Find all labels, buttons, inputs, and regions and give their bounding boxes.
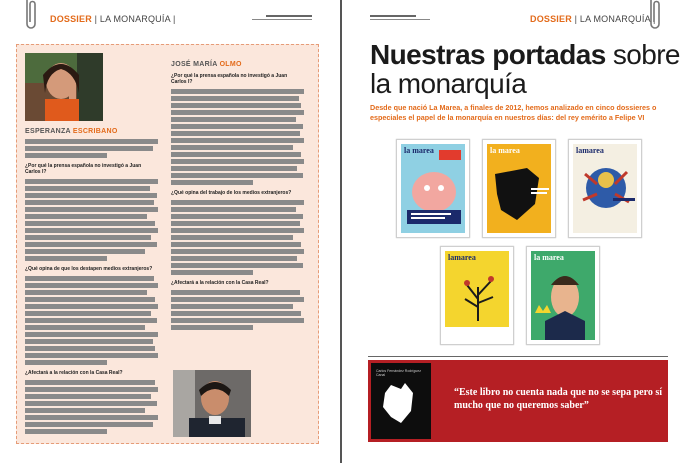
text-line bbox=[25, 311, 151, 316]
text-line bbox=[171, 138, 304, 143]
magazine-cover[interactable] bbox=[526, 246, 600, 345]
text-line bbox=[171, 207, 296, 212]
text-line bbox=[25, 339, 153, 344]
text-line bbox=[171, 152, 301, 157]
right-page-header bbox=[530, 14, 656, 24]
text-line bbox=[171, 290, 300, 295]
cover-art bbox=[531, 251, 595, 340]
cover-logo: la marea bbox=[404, 146, 434, 155]
text-line bbox=[171, 145, 293, 150]
text-line bbox=[25, 228, 158, 233]
text-line bbox=[25, 360, 107, 365]
cover-art bbox=[573, 144, 637, 233]
column-body bbox=[25, 135, 158, 434]
text-line bbox=[25, 146, 153, 151]
text-line bbox=[171, 297, 304, 302]
text-line bbox=[171, 110, 304, 115]
section-divider bbox=[368, 356, 668, 357]
lead-paragraph: Desde que nació La Marea, a finales de 2012, hemos analizado en cinco dossieres o especiales el papel de la monarquía en nuestros días: del rey emérito a Felipe VI bbox=[370, 103, 657, 122]
book-cover-title: Carlos Fernández Rodríguez Canal bbox=[376, 369, 421, 377]
right-column bbox=[171, 61, 304, 332]
text-line bbox=[171, 124, 303, 129]
text-line bbox=[25, 283, 158, 288]
text-line bbox=[25, 394, 151, 399]
author-name: ESPERANZA ESCRIBANO bbox=[25, 128, 118, 135]
header-separator: | bbox=[91, 14, 100, 24]
header-section: DOSSIER bbox=[50, 14, 92, 24]
header-topic: LA MONARQUÍA | bbox=[579, 14, 656, 24]
cover-art bbox=[445, 251, 509, 340]
text-line bbox=[25, 332, 158, 337]
book-cover[interactable] bbox=[371, 363, 431, 439]
text-line bbox=[25, 186, 150, 191]
text-line bbox=[171, 166, 297, 171]
text-line bbox=[171, 311, 301, 316]
text-line bbox=[25, 353, 158, 358]
book-promo-banner bbox=[368, 360, 668, 442]
text-line bbox=[171, 159, 304, 164]
interview-question: ¿Por qué la prensa española no investigó a Juan Carlos I? bbox=[25, 163, 142, 175]
text-line bbox=[171, 325, 253, 330]
magazine-cover[interactable] bbox=[482, 139, 556, 238]
text-line bbox=[25, 139, 158, 144]
text-line bbox=[171, 270, 253, 275]
header-rule bbox=[370, 15, 416, 17]
text-line bbox=[25, 290, 147, 295]
text-line bbox=[25, 207, 158, 212]
text-line bbox=[25, 401, 157, 406]
paperclip-icon bbox=[646, 0, 664, 32]
magazine-cover[interactable] bbox=[568, 139, 642, 238]
cover-logo: la marea bbox=[534, 253, 564, 262]
text-line bbox=[171, 200, 304, 205]
text-line bbox=[25, 276, 154, 281]
text-line bbox=[25, 200, 154, 205]
header-rule bbox=[266, 15, 312, 17]
left-page-header bbox=[50, 14, 176, 24]
page-gutter bbox=[340, 0, 342, 463]
text-line bbox=[25, 422, 153, 427]
text-line bbox=[25, 304, 158, 309]
cover-logo: lamarea bbox=[576, 146, 604, 155]
cover-art bbox=[487, 144, 551, 233]
cover-logo: lamarea bbox=[448, 253, 476, 262]
header-rule bbox=[370, 19, 430, 20]
book-quote: “Este libro no cuenta nada que no se sepa pero sí mucho que no queremos saber” bbox=[454, 387, 662, 411]
text-line bbox=[171, 180, 253, 185]
portrait-photo-olmo bbox=[173, 370, 251, 437]
interview-question: ¿Por qué la prensa española no investigó a Juan Carlos I? bbox=[171, 73, 288, 85]
text-line bbox=[25, 346, 155, 351]
text-line bbox=[25, 387, 158, 392]
text-line bbox=[25, 153, 107, 158]
text-line bbox=[171, 117, 296, 122]
text-line bbox=[171, 89, 304, 94]
author-name: JOSÉ MARÍA OLMO bbox=[171, 61, 242, 68]
text-line bbox=[171, 256, 297, 261]
text-line bbox=[171, 235, 293, 240]
text-line bbox=[171, 131, 300, 136]
text-line bbox=[25, 429, 107, 434]
text-line bbox=[25, 325, 145, 330]
left-column bbox=[25, 128, 158, 436]
paperclip-icon bbox=[22, 0, 40, 32]
text-line bbox=[25, 380, 155, 385]
text-line bbox=[25, 214, 147, 219]
text-line bbox=[25, 249, 145, 254]
header-separator: | bbox=[571, 14, 580, 24]
text-line bbox=[171, 96, 299, 101]
cover-art bbox=[401, 144, 465, 233]
interview-question: ¿Afectará a la relación con la Casa Real? bbox=[25, 370, 123, 376]
text-line bbox=[171, 103, 301, 108]
header-section: DOSSIER bbox=[530, 14, 572, 24]
text-line bbox=[171, 173, 303, 178]
text-line bbox=[171, 249, 304, 254]
cover-logo: la marea bbox=[490, 146, 520, 155]
interview-question: ¿Qué opina de que los destapen medios extranjeros? bbox=[25, 266, 153, 272]
text-line bbox=[25, 256, 107, 261]
text-line bbox=[25, 408, 145, 413]
text-line bbox=[25, 235, 151, 240]
text-line bbox=[25, 242, 157, 247]
page-title: Nuestras portadas sobre la monarquía bbox=[370, 39, 680, 99]
magazine-cover[interactable] bbox=[440, 246, 514, 345]
interview-question: ¿Qué opina del trabajo de los medios extranjeros? bbox=[171, 190, 292, 196]
text-line bbox=[171, 318, 304, 323]
text-line bbox=[25, 415, 158, 420]
text-line bbox=[25, 318, 157, 323]
text-line bbox=[171, 221, 300, 226]
text-line bbox=[171, 228, 304, 233]
interview-question: ¿Afectará a la relación con la Casa Real? bbox=[171, 280, 269, 286]
magazine-cover[interactable] bbox=[396, 139, 470, 238]
column-body bbox=[171, 73, 304, 330]
text-line bbox=[25, 297, 155, 302]
portrait-photo-escribano bbox=[25, 53, 103, 121]
text-line bbox=[171, 242, 301, 247]
text-line bbox=[25, 193, 157, 198]
header-topic: LA MONARQUÍA | bbox=[99, 14, 176, 24]
interview-box bbox=[16, 44, 319, 444]
text-line bbox=[171, 214, 303, 219]
header-rule bbox=[252, 19, 312, 20]
text-line bbox=[25, 179, 158, 184]
text-line bbox=[171, 304, 293, 309]
text-line bbox=[25, 221, 155, 226]
text-line bbox=[171, 263, 303, 268]
